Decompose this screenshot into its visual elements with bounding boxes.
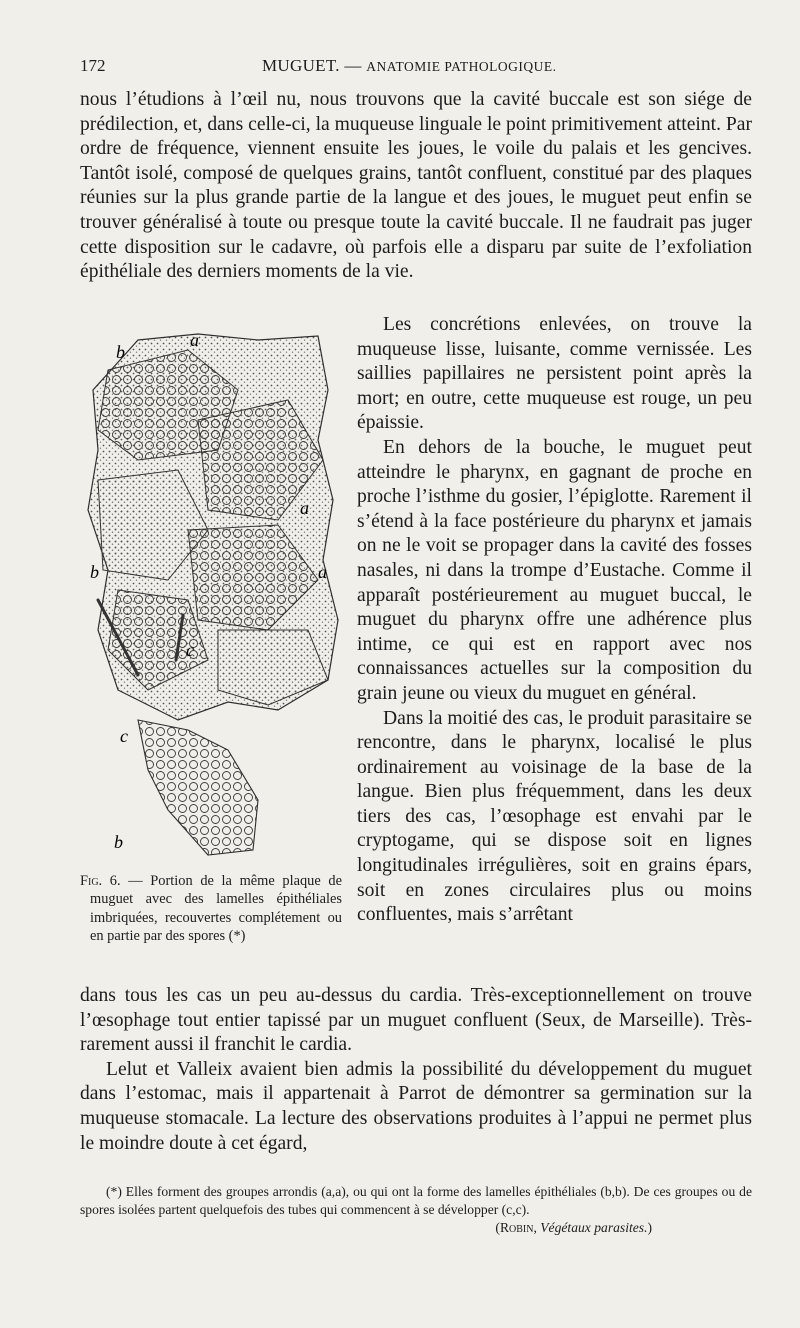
figure-caption-label: Fig. 6. <box>80 873 121 889</box>
epithelial-plaque-illustration <box>78 330 350 870</box>
body-top-block <box>80 88 752 285</box>
running-title-sub: ANATOMIE PATHOLOGIQUE. <box>366 59 557 74</box>
figure-label-b: b <box>90 562 99 582</box>
running-title <box>262 56 556 76</box>
figure-label-b: b <box>116 342 125 362</box>
figure-label-c: c <box>186 640 194 660</box>
running-head <box>80 56 752 80</box>
paragraph: dans tous les cas un peu au-dessus du cardia. Très-exceptionnellement on trouve l’œsophage tout entier tapissé par un muguet confluent (Seux, de Marseille). Très-rarement aussi il franchit le cardia. <box>80 985 752 1056</box>
paragraph: nous l’étudions à l’œil nu, nous trouvons que la cavité buccale est son siége de prédilection, et, dans celle-ci, la muqueuse linguale le point primitivement atteint. Par ordre de fréquence, viennent ensuite les joues, le voile du palais et les gencives. Tantôt isolé, composé de quelques grains, tantôt confluent, constitué par des plaques réunies sur la plus grande partie de la langue et des joues, le muguet peut enfin se trouver généralisé à toute ou presque toute la cavité buccale. Il ne faudrait pas juger cette disposition sur le cadavre, où parfois elle a disparu par suite de l’exfoliation épithéliale des derniers moments de la vie. <box>80 89 752 283</box>
figure-caption <box>80 872 342 946</box>
running-title-separator: — <box>339 56 367 75</box>
footnote-text: (*) Elles forment des groupes arrondis (a,a), ou qui ont la forme des lamelles épithéliales (b,b). De ces groupes ou de spores isolées partent quelquefois des tubes qui commencent à se développer (c,c). <box>80 1184 752 1217</box>
body-bottom-block <box>80 984 752 1156</box>
running-title-main: MUGUET. <box>262 56 340 75</box>
figure-caption-text: — Portion de la même plaque de muguet avec des lamelles épithéliales imbriquées, recouvertes complétement ou en partie par des spores (*) <box>90 873 343 945</box>
paragraph: Dans la moitié des cas, le produit parasitaire se rencontre, dans le pharynx, localisé le plus ordinairement au voisinage de la base de la langue. Bien plus fréquemment, dans les deux tiers des cas, l’œsophage est envahi par le cryptogame, qui se dispose soit en lignes longitudinales irrégulières, soit en grains épars, soit en zones circulaires plus ou moins confluentes, mais s’arrêtant <box>357 707 752 926</box>
figure-label-b: b <box>114 832 123 852</box>
footnote <box>80 1183 752 1237</box>
footnote-work: Végétaux parasites. <box>540 1220 648 1235</box>
body-side-column <box>357 313 752 928</box>
figure-label-c: c <box>120 726 128 746</box>
figure-label-a: a <box>318 562 327 582</box>
figure-label-a: a <box>300 498 309 518</box>
paragraph: Les concrétions enlevées, on trouve la muqueuse lisse, luisante, comme vernissée. Les saillies papillaires ne persistent point après la mort; en outre, cette muqueuse est rouge, un peu épaissie. <box>357 314 752 434</box>
paragraph: En dehors de la bouche, le muguet peut atteindre le pharynx, en gagnant de proche en proche l’isthme du gosier, l’épiglotte. Rarement il s’étend à la face postérieure du pharynx et jamais on ne le voit se propager dans la cavité des fosses nasales, ni dans la trompe d’Eustache. Comme il apparaît postérieurement au muguet buccal, le muguet du pharynx offre une adhérence plus intime, ce qui est en rapport avec nos connaissances actuelles sur la composition du grain jeune ou vieux du muguet en général. <box>357 436 752 704</box>
footnote-author: Robin <box>499 1220 534 1235</box>
figure-engraving <box>78 330 350 870</box>
paragraph: Lelut et Valleix avaient bien admis la possibilité du développement du muguet dans l’estomac, mais il appartenait à Parrot de démontrer sa germination sur la muqueuse stomacale. La lecture des observations produites à l’appui ne permet plus le moindre doute à cet égard, <box>80 1058 752 1154</box>
figure-label-a: a <box>190 330 199 350</box>
page-number: 172 <box>80 56 106 75</box>
footnote-attribution: (Robin, Végétaux parasites.) <box>495 1220 652 1235</box>
